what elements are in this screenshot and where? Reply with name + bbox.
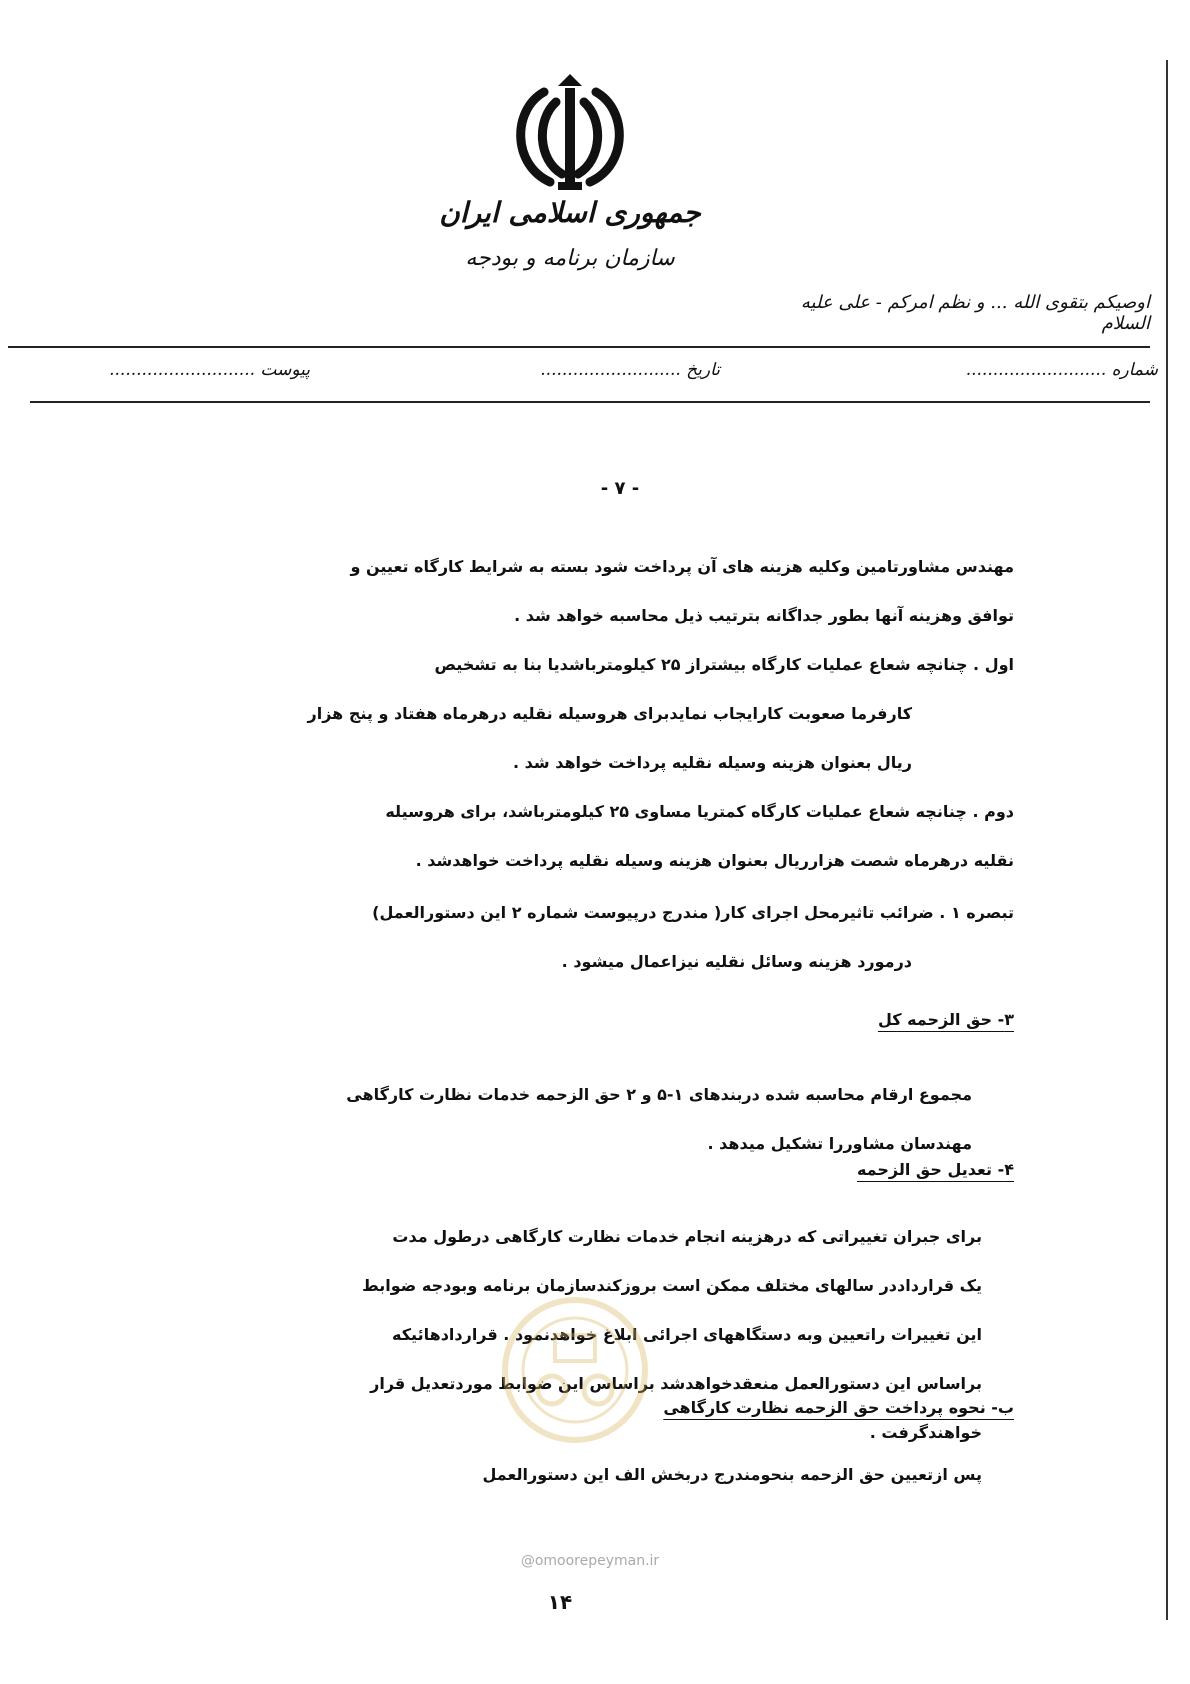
text-line: پس ازتعیین حق الزحمه بنحومندرج دربخش الف این دستورالعمل: [482, 1465, 982, 1484]
section-4-heading: ۴- تعدیل حق الزحمه: [856, 1160, 1014, 1179]
letterhead-title: جمهوری اسلامی ایران: [439, 196, 701, 229]
footer-page-number: ۱۴: [547, 1590, 573, 1614]
text-line: کارفرما صعوبت کارایجاب نمایدبرای هروسیله نقلیه درهرماه هفتاد و پنج هزار: [307, 704, 912, 723]
attachment-field: پیوست ...........................: [109, 360, 310, 380]
section-3-heading: ۳- حق الزحمه کل: [877, 1010, 1014, 1029]
text-line: خواهندگرفت .: [869, 1423, 982, 1442]
margin-rule: [1166, 60, 1168, 1620]
page-marker: - ۷ -: [600, 478, 640, 499]
text-line: دوم . چنانچه شعاع عملیات کارگاه کمتریا مساوی ۲۵ کیلومترباشد، برای هروسیله: [385, 802, 1014, 821]
text-line: یک قرارداددر سالهای مختلف ممکن است بروزکندسازمان برنامه وبودجه ضوابط: [362, 1276, 982, 1295]
text-line: درمورد هزینه وسائل نقلیه نیزاعمال میشود .: [561, 952, 912, 971]
text-line: توافق وهزینه آنها بطور جداگانه بترتیب ذیل محاسبه خواهد شد .: [514, 606, 1014, 625]
header-rule-bottom: [30, 401, 1150, 403]
text-line: ریال بعنوان هزینه وسیله نقلیه پرداخت خواهد شد .: [513, 753, 912, 772]
section-3-body: [92, 1070, 972, 1168]
paragraph-note-cont: [92, 937, 912, 986]
text-line: مجموع ارقام محاسبه شده دربندهای ۱-۵ و ۲ حق الزحمه خدمات نظارت کارگاهی: [346, 1085, 972, 1104]
text-line: براساس این دستورالعمل منعقدخواهدشد براساس این ضوابط موردتعدیل قرار: [370, 1374, 982, 1393]
paragraph-second: [92, 787, 1014, 885]
text-line: این تغییرات راتعیین وبه دستگاههای اجرائی ابلاغ خواهدنمود . قراردادهائیکه: [392, 1325, 982, 1344]
text-line: تبصره ۱ . ضرائب تاثیرمحل اجرای کار( مندرج درپیوست شماره ۲ این دستورالعمل): [372, 903, 1014, 922]
text-line: مهندسان مشاوررا تشکیل میدهد .: [707, 1134, 972, 1153]
paragraph-note: [92, 888, 1014, 937]
number-field: شماره ..........................: [965, 360, 1158, 380]
letterhead-subtitle: سازمان برنامه و بودجه: [465, 246, 675, 271]
text-line: برای جبران تغییراتی که درهزینه انجام خدمات نظارت کارگاهی درطول مدت: [392, 1227, 982, 1246]
text-line: نقلیه درهرماه شصت هزارریال بعنوان هزینه وسیله نقلیه پرداخت خواهدشد .: [415, 851, 1014, 870]
watermark-seal-icon: [500, 1295, 650, 1445]
emblem-icon: [502, 70, 638, 200]
text-line: اول . چنانچه شعاع عملیات کارگاه بیشتراز ۲۵ کیلومترباشدیا بنا به تشخیص: [434, 655, 1014, 674]
paragraph-first-cont: [92, 689, 912, 787]
date-field: تاریخ ..........................: [540, 360, 720, 380]
watermark-text: @omoorepeyman.ir: [520, 1553, 660, 1569]
letterhead-motto: اوصیکم بتقوی الله ... و نظم امرکم - علی علیه السلام: [800, 292, 1150, 334]
paragraph-intro: [92, 542, 1014, 640]
section-b-heading: ب- نحوه پرداخت حق الزحمه نظارت کارگاهی: [663, 1398, 1014, 1417]
header-rule-top: [8, 346, 1150, 348]
paragraph-first: [92, 640, 1014, 689]
text-line: مهندس مشاورتامین وکلیه هزینه های آن پرداخت شود بسته به شرایط کارگاه تعیین و: [350, 557, 1014, 576]
section-b-body: [112, 1450, 982, 1499]
